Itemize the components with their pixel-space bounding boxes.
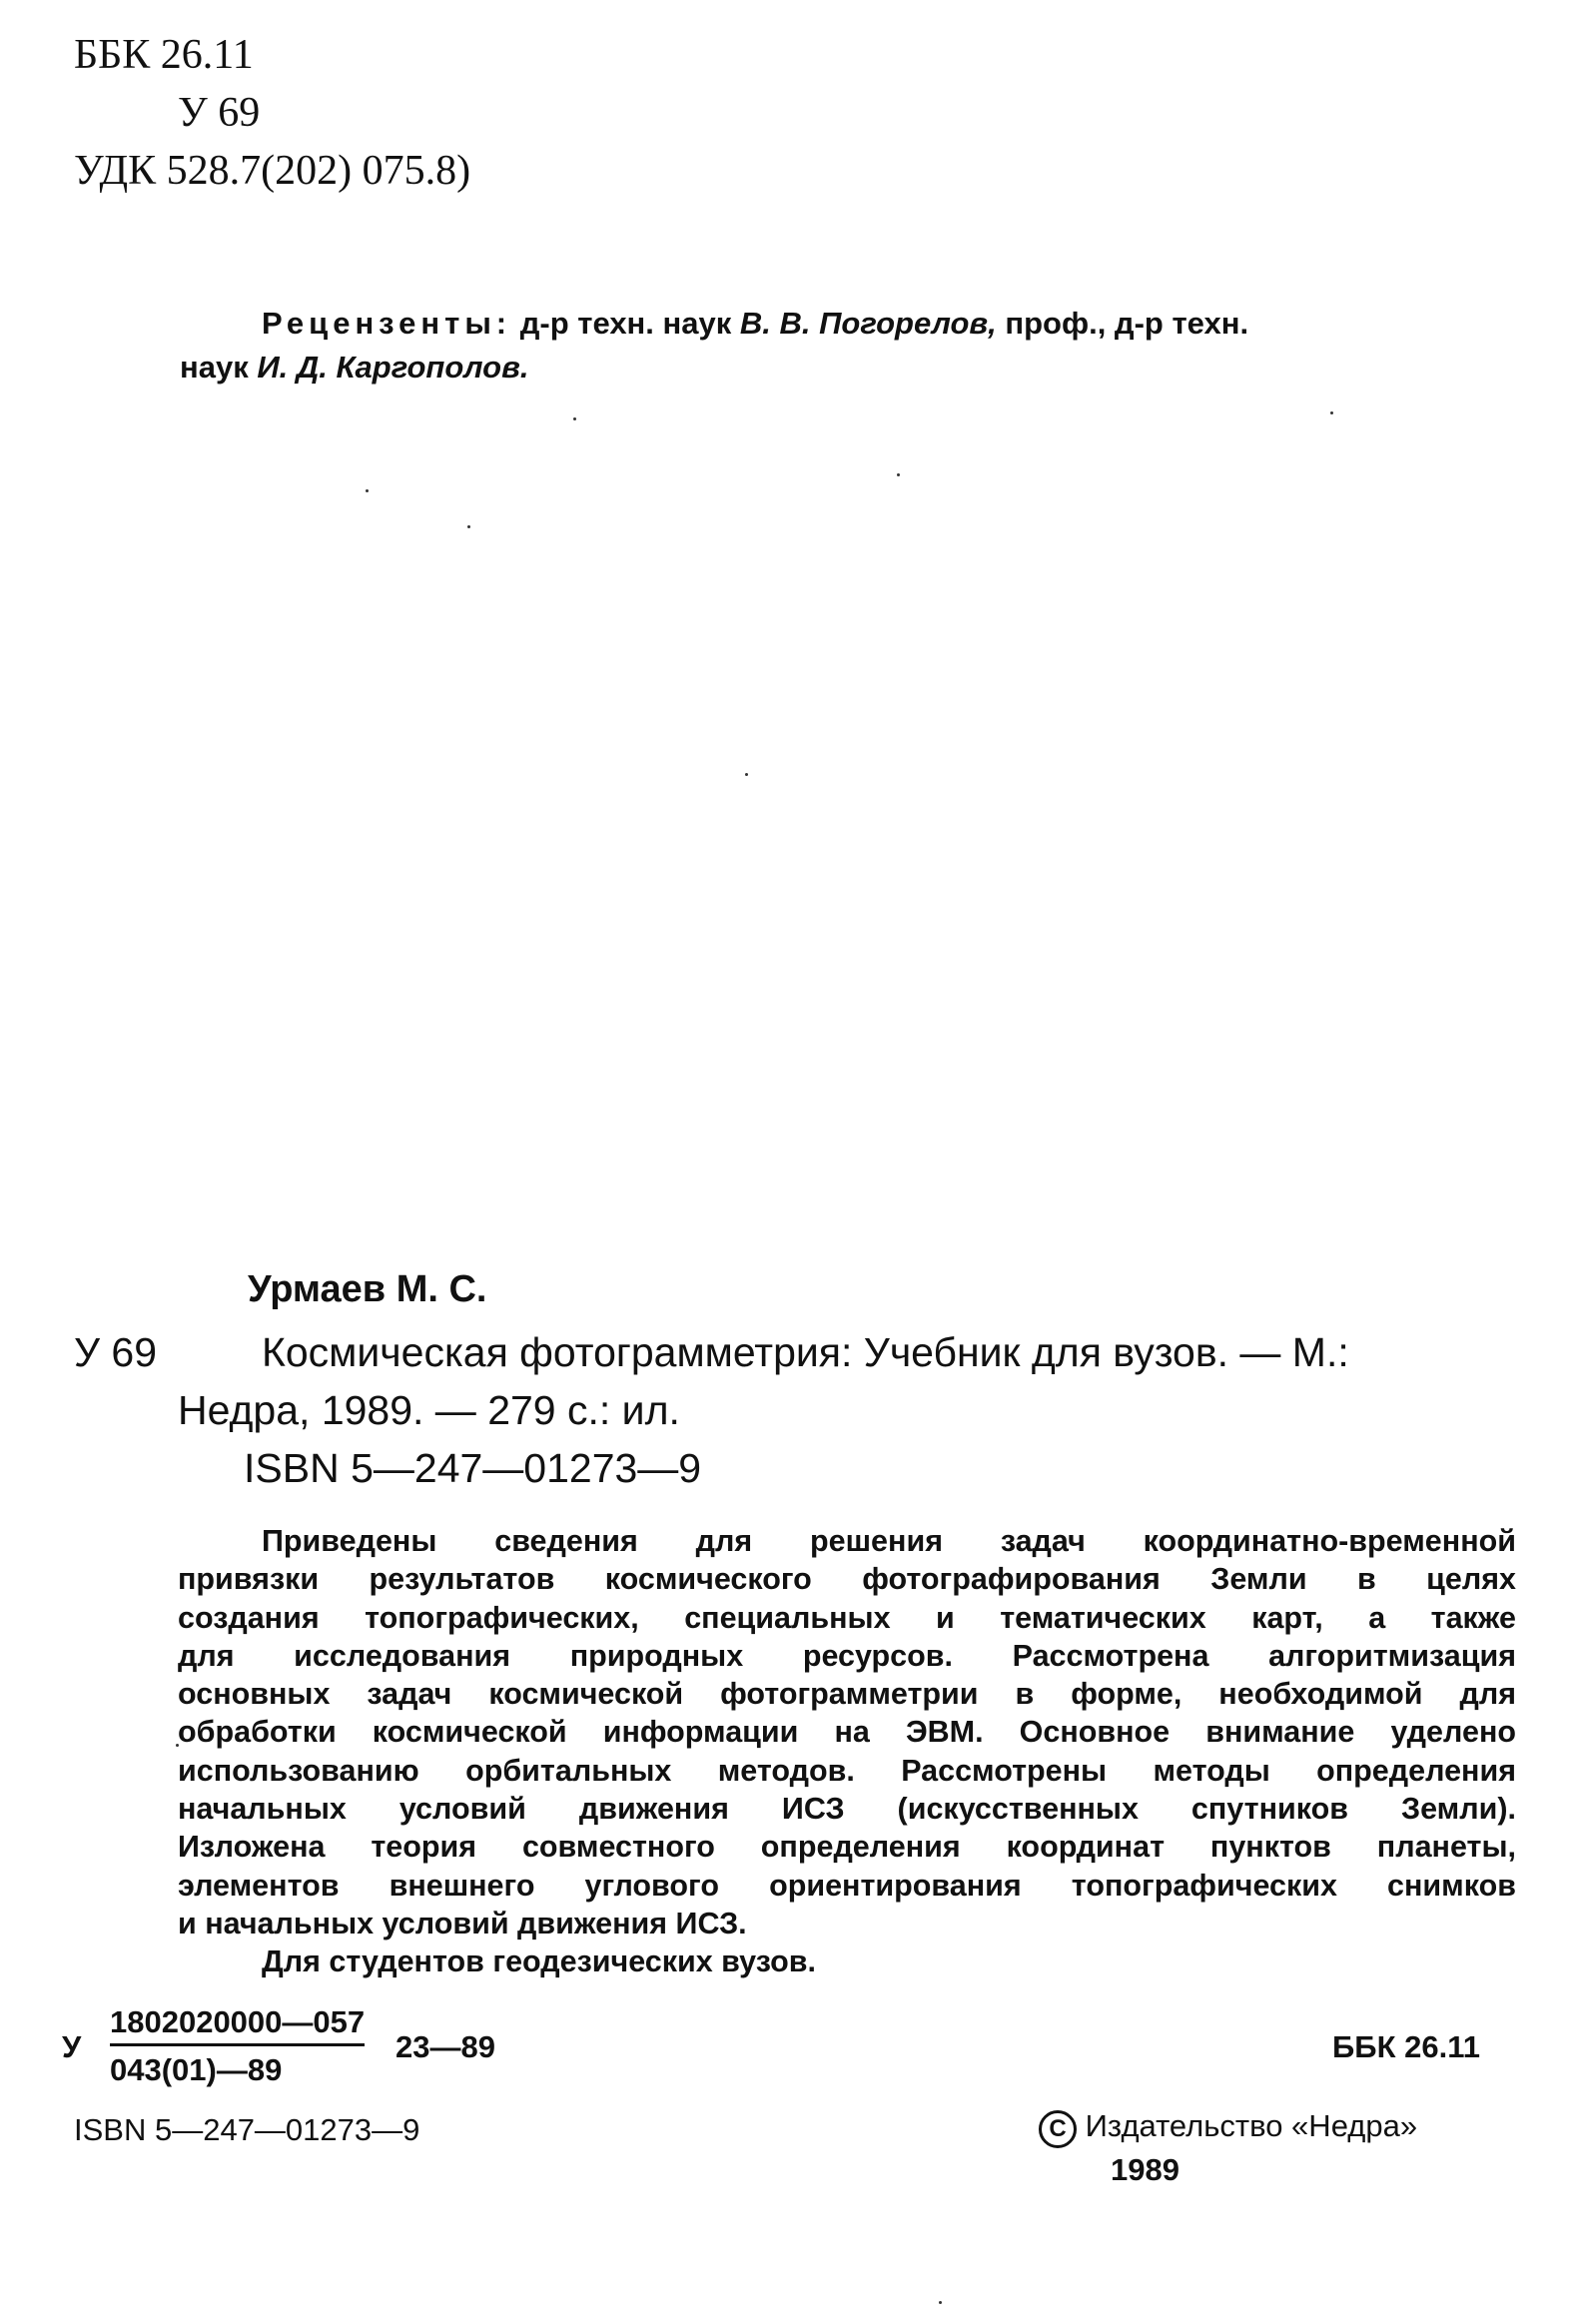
bbk-index: ББК 26.11 (74, 32, 254, 78)
abstract-audience: Для студентов геодезических вузов. (262, 1944, 816, 1979)
abstract-line: элементов внешнего углового ориентирования топографических снимков (178, 1868, 1516, 1903)
abstract-line: основных задач космической фотограмметрии в форме, необходимой для (178, 1677, 1516, 1712)
reviewers-degree-1: д-р техн. наук (519, 306, 732, 341)
copyright-line (1039, 2108, 1417, 2148)
code-denominator: 043(01)—89 (110, 2052, 283, 2087)
abstract-line: и начальных условий движения ИСЗ. (178, 1906, 747, 1940)
abstract-line: для исследования природных ресурсов. Рассмотрена алгоритмизация (178, 1638, 1516, 1673)
abstract-line: привязки результатов космического фотографирования Земли в целях (178, 1562, 1516, 1597)
reviewers-degree-2: проф., д-р техн. (1005, 306, 1249, 341)
reviewers-label: Рецензенты: (262, 306, 512, 341)
publisher-name: Издательство «Недра» (1085, 2108, 1418, 2143)
code-suffix: 23—89 (395, 2029, 495, 2064)
reviewers-line-2 (180, 346, 528, 389)
abstract-line: Приведены сведения для решения задач координатно-временной (262, 1524, 1516, 1558)
entry-isbn: ISBN 5—247—01273—9 (244, 1445, 702, 1491)
abstract-line: обработки космической информации на ЭВМ. Основное внимание уделено (178, 1715, 1516, 1750)
reviewers-degree-3: наук (180, 350, 249, 385)
abstract-line: использованию орбитальных методов. Рассмотрены методы определения (178, 1753, 1516, 1788)
reviewers-line-1 (262, 302, 1248, 346)
reviewer-1: В. В. Погорелов, (739, 306, 997, 341)
abstract-line: Изложена теория совместного определения координат пунктов планеты, (178, 1830, 1516, 1865)
author-mark: У 69 (178, 90, 261, 136)
copyright-year: 1989 (1111, 2152, 1180, 2187)
entry-author: Урмаев М. С. (248, 1268, 487, 1310)
bottom-bbk: ББК 26.11 (1332, 2029, 1480, 2064)
abstract-line: начальных условий движения ИСЗ (искусственных спутников Земли). (178, 1792, 1516, 1827)
entry-title-line-1: Космическая фотограмметрия: Учебник для вузов. — М.: (262, 1329, 1349, 1375)
copyright-icon: C (1039, 2110, 1077, 2148)
code-numerator: 1802020000—057 (110, 2004, 365, 2040)
bottom-prefix: У (62, 2029, 82, 2064)
entry-title-line-2: Недра, 1989. — 279 с.: ил. (178, 1387, 680, 1433)
entry-mark: У 69 (74, 1329, 158, 1375)
abstract (178, 1522, 1516, 1981)
reviewer-2: И. Д. Каргополов. (257, 350, 529, 385)
bottom-isbn: ISBN 5—247—01273—9 (74, 2112, 420, 2147)
abstract-line: создания топографических, специальных и тематических карт, а также (178, 1600, 1516, 1635)
udk-index: УДК 528.7(202) 075.8) (74, 148, 471, 194)
